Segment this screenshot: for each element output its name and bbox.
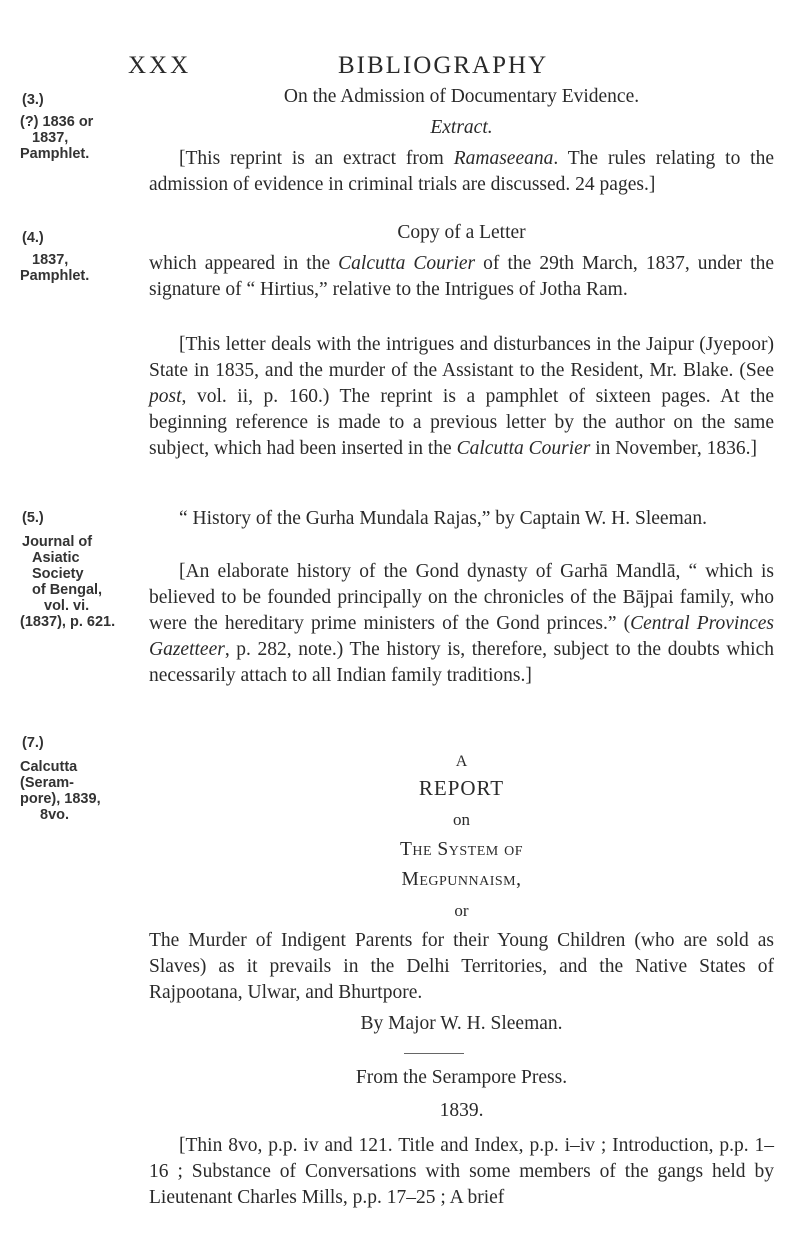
entry-7-author: By Major W. H. Sleeman. xyxy=(360,1013,563,1034)
entry-3-note: [This reprint is an extract from Ramaseeana. The rules relating to the admission of evidence in criminal trials are discussed. 24 pages.] xyxy=(149,148,775,195)
entry-7-system: The System of xyxy=(399,839,523,860)
entry-5-title: “ History of the Gurha Mundala Rajas,” by Captain W. H. Sleeman. xyxy=(179,508,708,529)
entry-4-note: [This letter deals with the intrigues and disturbances in the Jaipur (Jyepoor) State in 1835, and the murder of the Assistant to the Resident, Mr. Blake. (See post, vol. ii, p. 160.) The reprint is a pamphlet of sixteen pages. At the beginning reference is made to a previous letter by the author on the same subject, which had been inserted in the Calcutta Courier in November, 1836.] xyxy=(149,334,774,459)
entry-4-description: which appeared in the Calcutta Courier of the 29th March, 1837, under the signature of “ Hirtius,” relative to the Intrigues of Jotha Ram. xyxy=(149,253,775,300)
entry-7-note: [Thin 8vo, p.p. iv and 121. Title and Index, p.p. i–iv ; Introduction, p.p. 1–16 ; Substance of Conversations with some members of the gangs held by Lieutenant Charles Mills, p.p. 17–25 ; A brief xyxy=(149,1135,774,1208)
entry-7-on: on xyxy=(453,810,470,829)
margin-note-7: (7.) Calcutta (Seram- pore), 1839, 8vo. xyxy=(20,735,101,823)
margin-note-5: (5.) Journal of Asiatic Society of Bengal, vol. vi. (1837), p. 621. xyxy=(20,510,116,630)
divider-rule xyxy=(404,1053,464,1054)
entry-7-body: The Murder of Indigent Parents for their Young Children (who are sold as Slaves) as it prevails in the Delhi Territories, and the Native States of Rajpootana, Ulwar, and Bhurtpore. xyxy=(149,930,774,1003)
entry-7-megpunnaism: Megpunnaism, xyxy=(401,869,522,890)
margin-note-4: (4.) 1837, Pamphlet. xyxy=(20,230,90,284)
margin-note-3: (3.) (?) 1836 or 1837, Pamphlet. xyxy=(20,92,94,162)
running-title: BIBLIOGRAPHY xyxy=(338,52,549,79)
entry-7-press: From the Serampore Press. xyxy=(355,1067,568,1088)
entry-5-note: [An elaborate history of the Gond dynasty of Garhā Mandlā, “ which is believed to be founded principally on the chronicles of the Bājpai family, who were the hereditary prime ministers of the Gond princes.” (Central Provinces Gazetteer, p. 282, note.) The history is, therefore, subject to the doubts which necessarily attach to all Indian family traditions.] xyxy=(149,561,774,686)
entry-7-a: A xyxy=(455,753,468,770)
entry-7-report: REPORT xyxy=(418,776,505,800)
entry-3-subtitle: Extract. xyxy=(430,117,493,138)
entry-7-year: 1839. xyxy=(439,1100,484,1121)
entry-4-title: Copy of a Letter xyxy=(397,222,526,243)
entry-7-or: or xyxy=(454,901,469,920)
entry-3-title: On the Admission of Documentary Evidence. xyxy=(283,86,640,107)
page-numeral: XXX xyxy=(128,52,192,79)
